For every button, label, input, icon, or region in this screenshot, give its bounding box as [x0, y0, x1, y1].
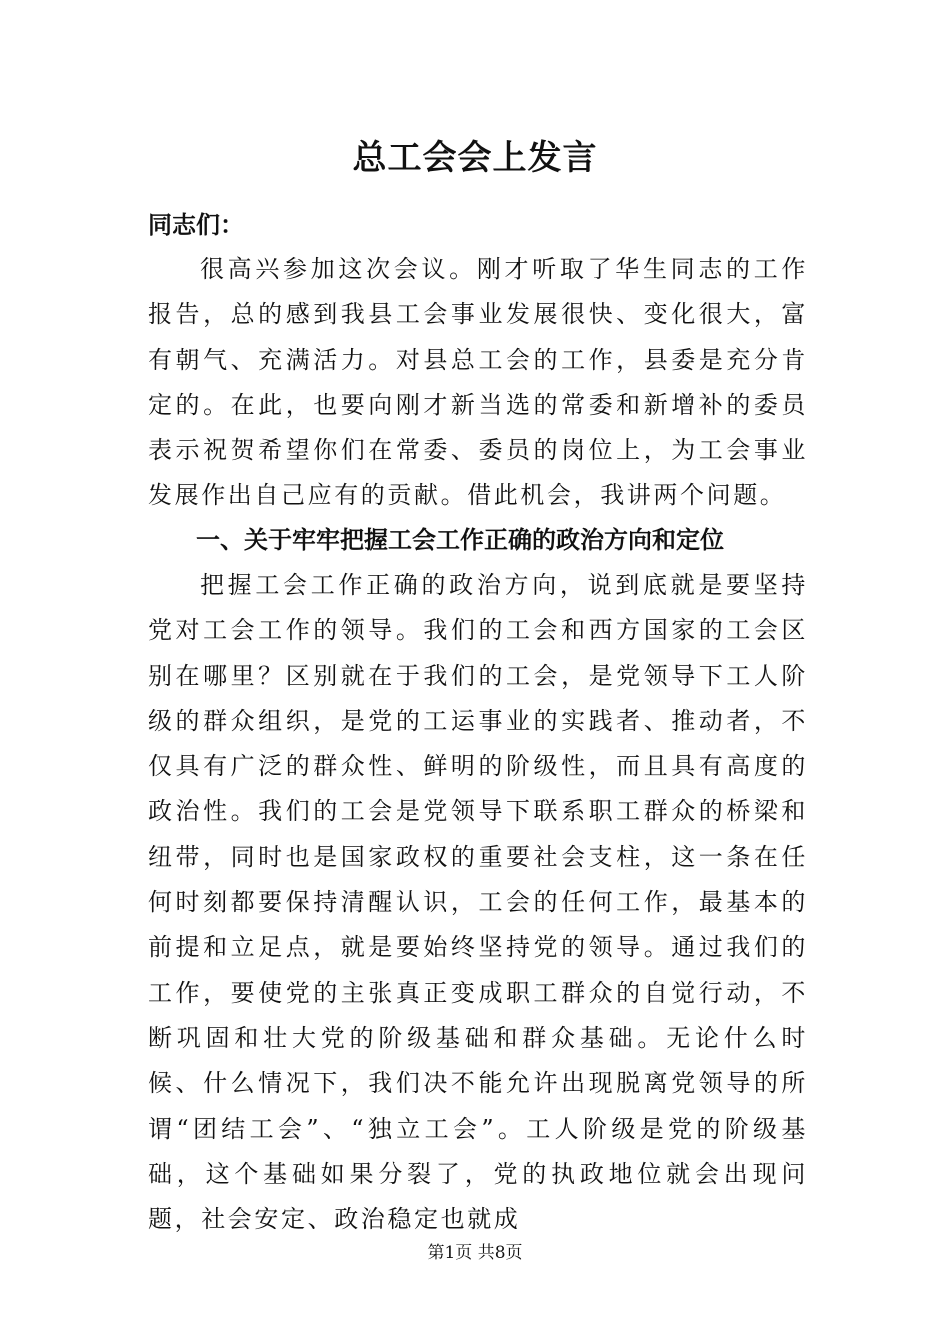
document-title: 总工会会上发言	[352, 138, 598, 178]
paragraph-intro: 很高兴参加这次会议。刚才听取了华生同志的工作报告，总的感到我县工会事业发展很快、变化很大，富有朝气、充满活力。对县总工会的工作，县委是充分肯定的。在此，也要向刚才新当选的常委和新增补的委员表示祝贺希望你们在常委、委员的岗位上，为工会事业发展作出自己应有的贡献。借此机会，我讲两个问题。	[148, 255, 808, 510]
paragraph-section-one: 把握工会工作正确的政治方向，说到底就是要坚持党对工会工作的领导。我们的工会和西方国家的工会区别在哪里？区别就在于我们的工会，是党领导下工人阶级的群众组织，是党的工运事业的实践者、推动者，不仅具有广泛的群众性、鲜明的阶级性，而且具有高度的政治性。我们的工会是党领导下联系职工群众的桥梁和纽带，同时也是国家政权的重要社会支柱，这一条在任何时刻都要保持清醒认识，工会的任何工作，最基本的前提和立足点，就是要始终坚持党的领导。通过我们的工作，要使党的主张真正变成职工群众的自觉行动，不断巩固和壮大党的阶级基础和群众基础。无论什么时候、什么情况下，我们决不能允许出现脱离党领导的所谓“团结工会”、“独立工会”。工人阶级是党的阶级基础，这个基础如果分裂了，党的执政地位就会出现问题，社会安定、政治稳定也就成	[148, 571, 808, 1234]
salutation: 同志们：	[148, 211, 244, 239]
page-number-footer: 第1页 共8页	[427, 1243, 523, 1263]
section-heading: 一、关于牢牢把握工会工作正确的政治方向和定位	[196, 526, 724, 554]
